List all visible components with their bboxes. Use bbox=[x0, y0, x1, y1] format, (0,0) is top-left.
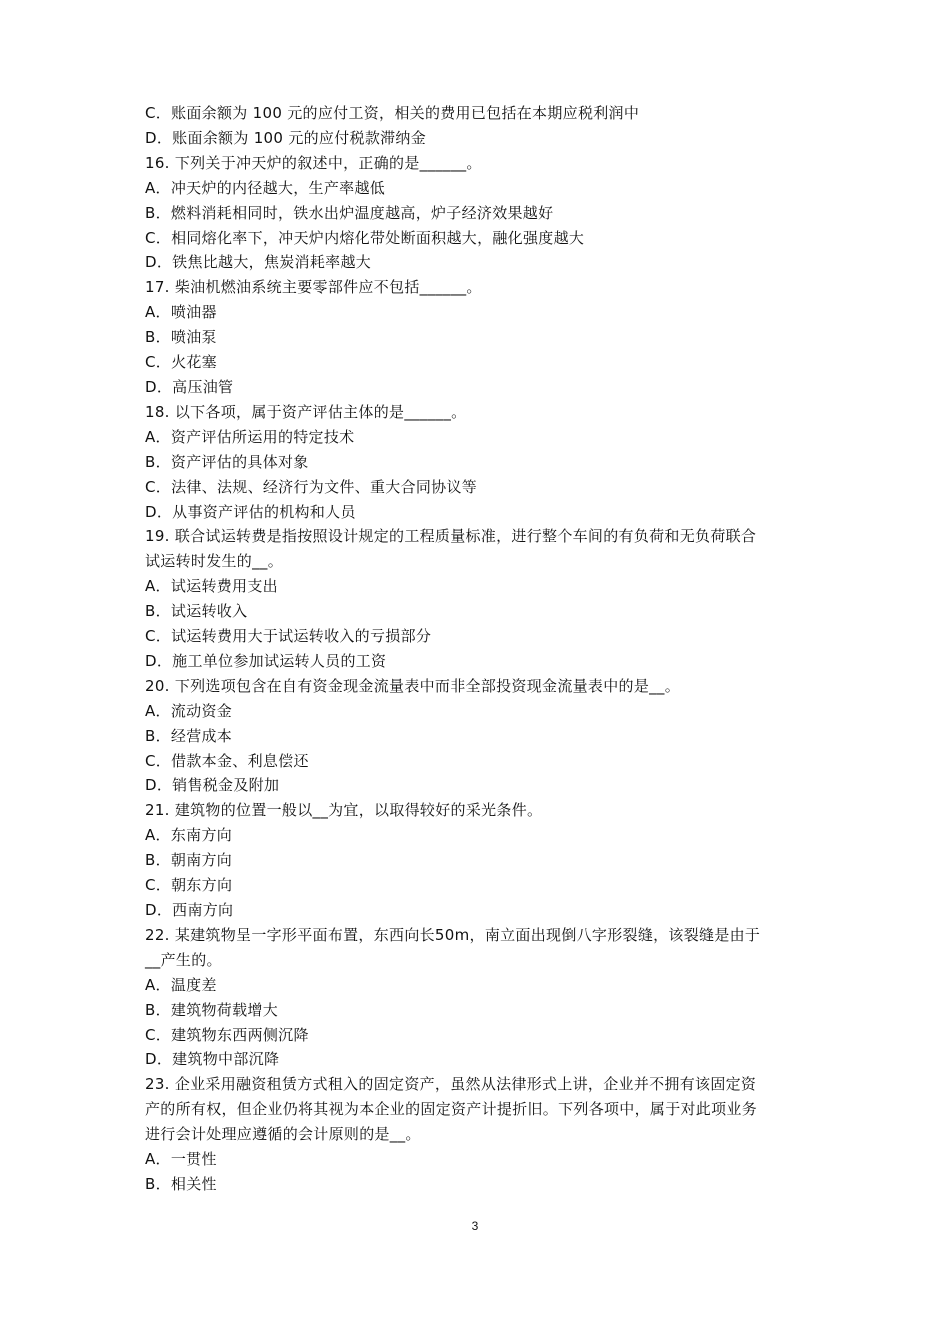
text-line: A．流动资金 bbox=[145, 701, 233, 720]
text-line: B．喷油泵 bbox=[145, 328, 217, 347]
text-line: 22. 某建筑物呈一字形平面布置，东西向长50m，南立面出现倒八字形裂缝，该裂缝是由于 bbox=[145, 925, 761, 944]
text-line: D．销售税金及附加 bbox=[145, 776, 280, 795]
text-line: C．借款本金、利息偿还 bbox=[145, 751, 309, 770]
text-line: C．火花塞 bbox=[145, 353, 217, 372]
text-line: C．法律、法规、经济行为文件、重大合同协议等 bbox=[145, 477, 478, 496]
text-line: __产生的。 bbox=[145, 950, 222, 969]
text-line: C．相同熔化率下，冲天炉内熔化带处断面积越大，融化强度越大 bbox=[145, 228, 585, 247]
text-line: D．铁焦比越大，焦炭消耗率越大 bbox=[145, 253, 372, 272]
text-line: D．账面余额为 100 元的应付税款滞纳金 bbox=[145, 128, 427, 147]
page-number: 3 bbox=[471, 1219, 479, 1233]
text-line: B．朝南方向 bbox=[145, 851, 233, 870]
text-line: 试运转时发生的__。 bbox=[145, 552, 284, 571]
text-line: A．试运转费用支出 bbox=[145, 577, 278, 596]
text-line: 18. 以下各项，属于资产评估主体的是______。 bbox=[145, 402, 467, 421]
text-line: B．资产评估的具体对象 bbox=[145, 452, 309, 471]
text-line: C．试运转费用大于试运转收入的亏损部分 bbox=[145, 627, 432, 646]
text-line: A．一贯性 bbox=[145, 1150, 217, 1169]
text-line: 16. 下列关于冲天炉的叙述中，正确的是______。 bbox=[145, 153, 482, 172]
text-line: B．试运转收入 bbox=[145, 602, 248, 621]
text-line: C．账面余额为 100 元的应付工资，相关的费用已包括在本期应税利润中 bbox=[145, 104, 640, 122]
text-line: 20. 下列选项包含在自有资金现金流量表中而非全部投资现金流量表中的是__。 bbox=[145, 676, 681, 695]
text-line: A．喷油器 bbox=[145, 303, 217, 322]
text-line: D．施工单位参加试运转人员的工资 bbox=[145, 651, 387, 670]
text-line: A．冲天炉的内径越大，生产率越低 bbox=[145, 178, 386, 197]
text-line: A．东南方向 bbox=[145, 826, 233, 845]
text-line: A．资产评估所运用的特定技术 bbox=[145, 427, 355, 446]
text-line: 23. 企业采用融资租赁方式租入的固定资产，虽然从法律形式上讲，企业并不拥有该固定资 bbox=[145, 1075, 757, 1094]
text-line: 19. 联合试运转费是指按照设计规定的工程质量标准，进行整个车间的有负荷和无负荷联合 bbox=[145, 527, 757, 546]
text-line: 17. 柴油机燃油系统主要零部件应不包括______。 bbox=[145, 278, 482, 297]
text-line: B．经营成本 bbox=[145, 726, 233, 745]
text-line: C．朝东方向 bbox=[145, 876, 233, 895]
text-line: C．建筑物东西两侧沉降 bbox=[145, 1025, 309, 1044]
text-line: B．建筑物荷载增大 bbox=[145, 1000, 278, 1019]
text-line: 21. 建筑物的位置一般以__为宜，以取得较好的采光条件。 bbox=[145, 801, 543, 820]
text-line: B．燃料消耗相同时，铁水出炉温度越高，炉子经济效果越好 bbox=[145, 203, 554, 222]
text-line: D．建筑物中部沉降 bbox=[145, 1050, 280, 1069]
text-line: 进行会计处理应遵循的会计原则的是__。 bbox=[145, 1125, 421, 1144]
text-line: 产的所有权，但企业仍将其视为本企业的固定资产计提折旧。下列各项中，属于对此项业务 bbox=[145, 1100, 758, 1119]
text-line: D．高压油管 bbox=[145, 377, 234, 396]
text-line: D．西南方向 bbox=[145, 901, 234, 919]
text-line: A．温度差 bbox=[145, 975, 217, 994]
text-line: B．相关性 bbox=[145, 1174, 217, 1193]
document-body bbox=[145, 101, 825, 1197]
text-line: D．从事资产评估的机构和人员 bbox=[145, 502, 356, 521]
